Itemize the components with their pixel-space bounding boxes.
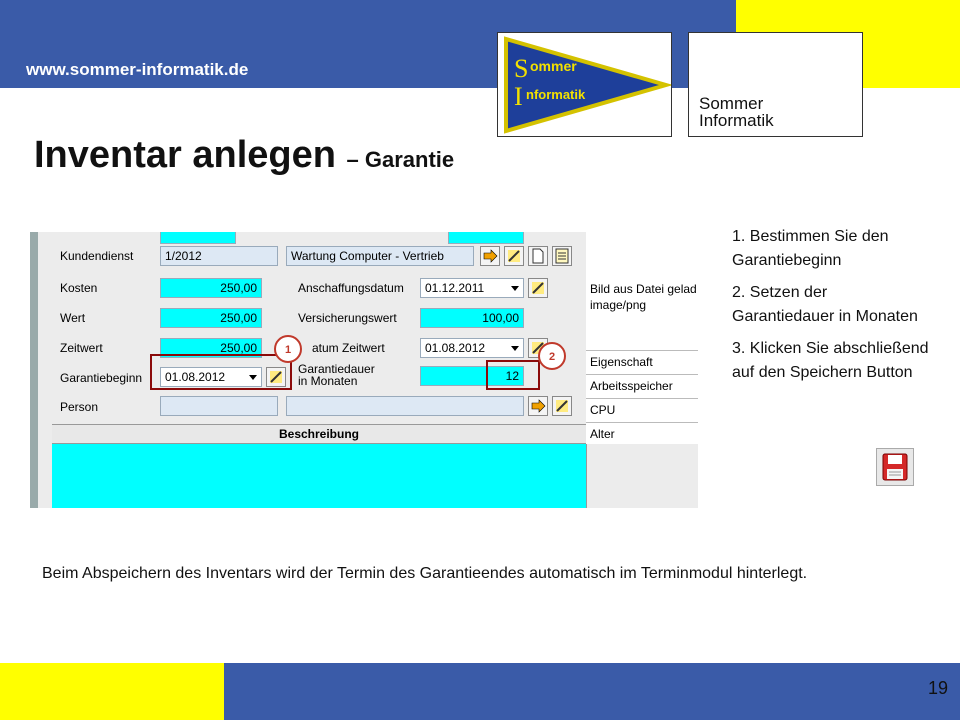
label-versicherungswert: Versicherungswert [298,311,397,325]
chevron-down-icon [511,346,519,351]
slide-title-main: Inventar anlegen [34,134,336,176]
step-2-text: 2. Setzen der Garantiedauer in Monaten [732,284,918,325]
property-list-item[interactable]: Alter [586,422,698,444]
new-document-button[interactable] [528,246,548,266]
label-garantiebeginn: Garantiebeginn [60,371,143,385]
pennant-logo [497,32,672,137]
instruction-steps [732,225,932,393]
list-document-button[interactable] [552,246,572,266]
person-field[interactable] [160,396,278,416]
label-garantiedauer-line2: in Monaten [298,374,358,388]
floppy-disk-icon [877,449,913,485]
label-datum-zeitwert: atum Zeitwert [312,341,385,355]
top-partial-field[interactable] [160,232,236,244]
label-anschaffungsdatum: Anschaffungsdatum [298,281,404,295]
label-person: Person [60,400,99,414]
kundendienst-text-field[interactable]: Wartung Computer - Vertrieb [286,246,474,266]
anschaffungsdatum-value: 01.12.2011 [425,281,485,295]
arrow-right-button[interactable] [480,246,500,266]
zeitwert-field[interactable]: 250,00 [160,338,262,358]
bild-label-line1: Bild aus Datei gelad [590,282,697,296]
kundendienst-field[interactable]: 1/2012 [160,246,278,266]
brand-logo-text: Sommer Informatik [699,94,774,130]
left-window-edge [30,232,38,508]
garantiedauer-field[interactable]: 12 [420,366,524,386]
label-garantiedauer [298,363,375,387]
bild-label-line2: image/png [590,298,647,312]
step-marker-2: 2 [538,342,566,370]
property-list-item[interactable]: CPU [586,398,698,420]
step-3-text: 3. Klicken Sie abschließend auf den Speichern Button [732,340,929,381]
callout-garantiedauer [486,360,540,390]
datum-zeitwert-dropdown[interactable] [420,338,524,358]
step-1-text: 1. Bestimmen Sie den Garantiebeginn [732,228,889,269]
label-kosten: Kosten [60,281,98,295]
beschreibung-textarea[interactable] [52,444,586,508]
page-number: 19 [928,678,949,698]
property-list-item[interactable]: Arbeitsspeicher [586,374,698,396]
versicherungswert-field[interactable]: 100,00 [420,308,524,328]
property-list-item[interactable]: Eigenschaft [586,350,698,372]
top-partial-field-2[interactable] [448,232,524,244]
slide-title [34,134,454,177]
label-garantiedauer-line1: Garantiedauer [298,362,375,376]
arrow-right-button-person[interactable] [528,396,548,416]
garantiebeginn-value: 01.08.2012 [165,370,226,384]
wert-field[interactable]: 250,00 [160,308,262,328]
logo-text-nformatik: nformatik [526,87,586,102]
kosten-field[interactable]: 250,00 [160,278,262,298]
inventory-form-screenshot [30,232,698,508]
logo-letter-i: I [514,82,523,111]
brand-logo-box [688,32,863,137]
step-3 [732,337,932,385]
edit-wand-button[interactable] [504,246,524,266]
website-url[interactable]: www.sommer-informatik.de [26,60,249,79]
logo-text-ommer: ommer [530,58,577,74]
datum-zeitwert-value: 01.08.2012 [425,341,486,355]
label-zeitwert: Zeitwert [60,341,103,355]
label-kundendienst: Kundendienst [60,249,134,263]
anschaffungsdatum-dropdown[interactable] [420,278,524,298]
wand-button-person[interactable] [552,396,572,416]
callout-garantiebeginn [150,354,292,390]
slide-title-sub: – Garantie [346,147,455,172]
label-wert: Wert [60,311,86,325]
beschreibung-header: Beschreibung [52,424,586,444]
chevron-down-icon [511,286,519,291]
person-text-field[interactable] [286,396,524,416]
wand-button-anschaffung[interactable] [528,278,548,298]
step-marker-1: 1 [274,335,302,363]
footer-band-blue [224,663,960,720]
footnote-text: Beim Abspeichern des Inventars wird der Termin des Garantieendes automatisch im Terminmodul hinterlegt. [42,565,808,582]
footer-band-yellow [0,663,224,720]
logo-letter-s: S [514,54,529,83]
save-button[interactable] [876,448,914,486]
